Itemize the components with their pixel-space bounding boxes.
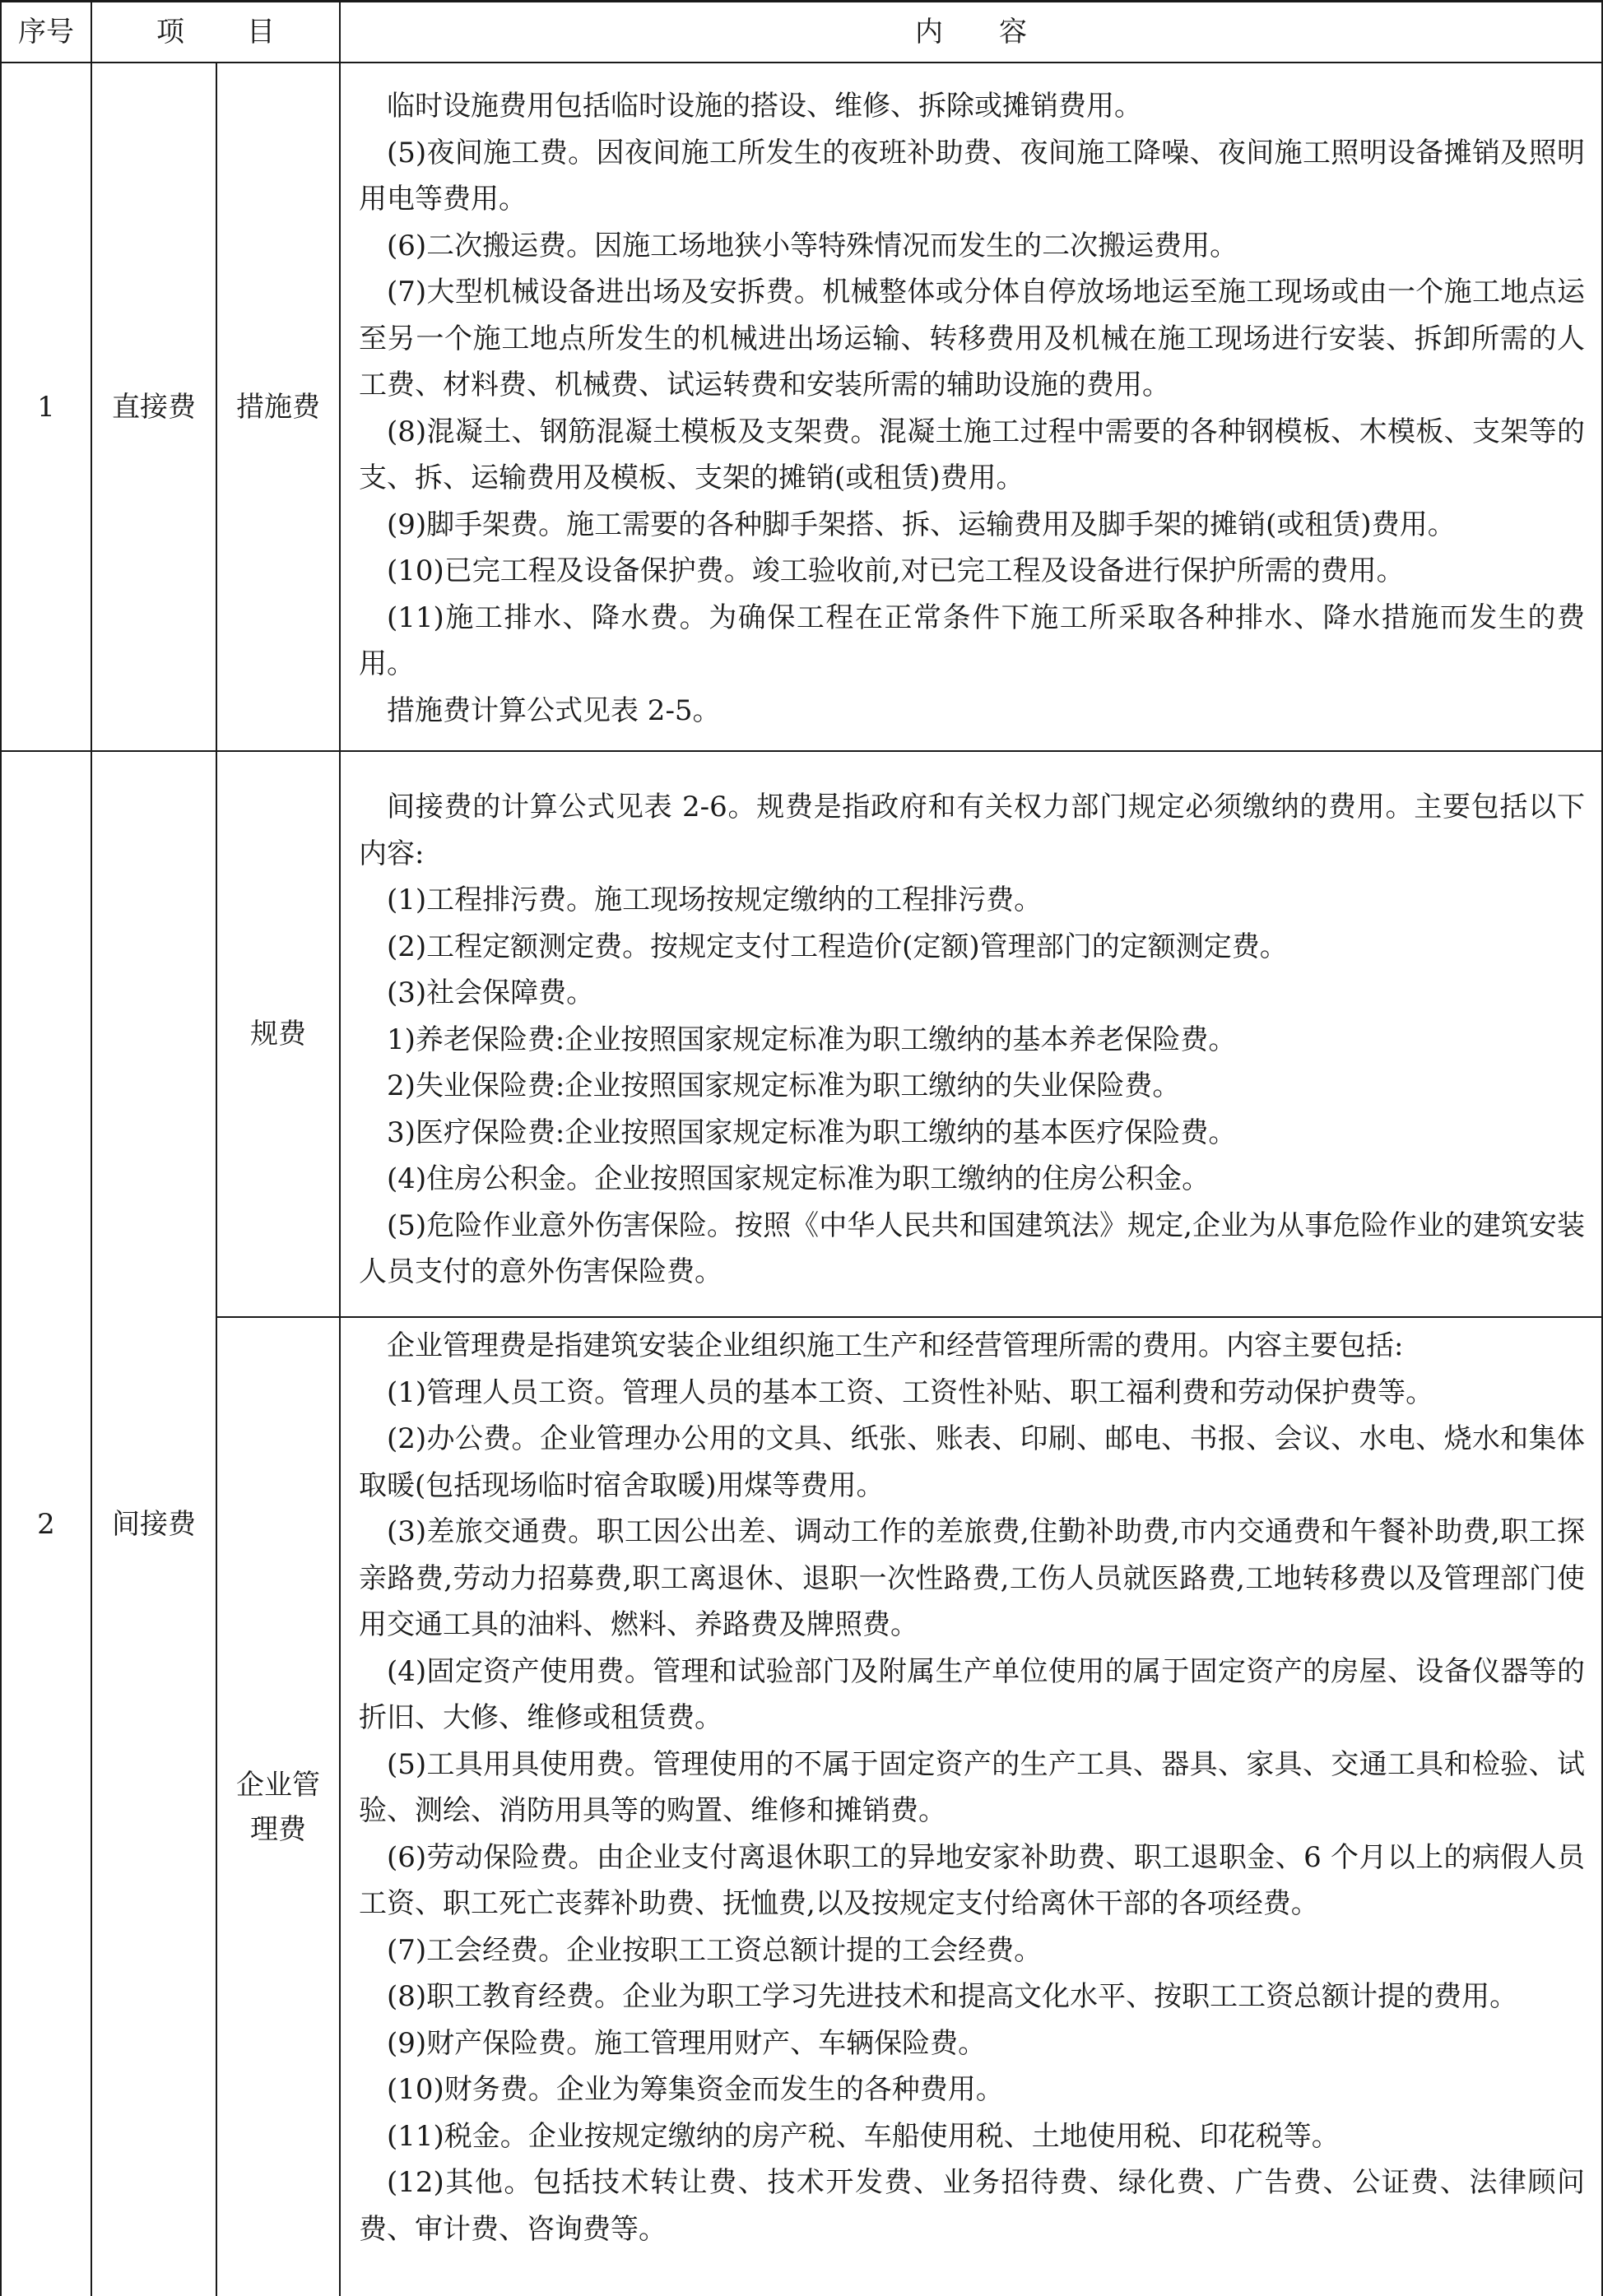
- row-2b-item-label-line-2: 理费: [250, 1812, 306, 1846]
- content-paragraph: (7)大型机械设备进出场及安拆费。机械整体或分体自停放场地运至施工现场或由一个施工地点运至另一个施工地点所发生的机械进出场运输、转移费用及机械在施工现场进行安装、拆卸所需的人工费、材料费、机械费、试运转费和安装所需的辅助设施的费用。: [359, 276, 1585, 401]
- header-seq-label: 序号: [18, 16, 74, 49]
- row-2-category-label: 间接费: [112, 1507, 196, 1541]
- content-paragraph: (1)管理人员工资。管理人员的基本工资、工资性补贴、职工福利费和劳动保护费等。: [387, 1375, 1434, 1409]
- content-paragraph: (10)已完工程及设备保护费。竣工验收前,对已完工程及设备进行保护所需的费用。: [387, 554, 1405, 587]
- content-paragraph: (6)劳动保险费。由企业支付离退休职工的异地安家补助费、职工退职金、6 个月以上的病假人员工资、职工死亡丧葬补助费、抚恤费,以及按规定支付给离休干部的各项经费。: [359, 1840, 1585, 1920]
- content-paragraph: (9)脚手架费。施工需要的各种脚手架搭、拆、运输费用及脚手架的摊销(或租赁)费用。: [387, 508, 1456, 541]
- row-2b-item-label-line-1: 企业管: [236, 1768, 320, 1802]
- content-paragraph: (12)其他。包括技术转让费、技术开发费、业务招待费、绿化费、广告费、公证费、法律顾问费、审计费、咨询费等。: [359, 2166, 1585, 2246]
- content-paragraph: (5)工具用具使用费。管理使用的不属于固定资产的生产工具、器具、家具、交通工具和检验、试验、测绘、消防用具等的购置、维修和摊销费。: [359, 1747, 1585, 1827]
- content-paragraph: (2)办公费。企业管理办公用的文具、纸张、账表、印刷、邮电、书报、会议、水电、烧水和集体取暖(包括现场临时宿舍取暖)用煤等费用。: [359, 1422, 1585, 1502]
- row-2-category: [92, 752, 216, 2296]
- content-paragraph: (2)工程定额测定费。按规定支付工程造价(定额)管理部门的定额测定费。: [387, 930, 1288, 963]
- content-paragraph: (4)住房公积金。企业按照国家规定标准为职工缴纳的住房公积金。: [387, 1162, 1210, 1195]
- content-paragraph: 1)养老保险费:企业按照国家规定标准为职工缴纳的基本养老保险费。: [387, 1023, 1237, 1056]
- row-1-item-label: 措施费: [236, 390, 320, 424]
- content-paragraph: (9)财产保险费。施工管理用财产、车辆保险费。: [387, 2026, 987, 2060]
- row-2a-item: [217, 752, 339, 1316]
- content-paragraph: (5)危险作业意外伤害保险。按照《中华人民共和国建筑法》规定,企业为从事危险作业的建筑安装人员支付的意外伤害保险费。: [359, 1208, 1585, 1288]
- header-content-char-1: 内: [915, 16, 943, 49]
- content-paragraph: (7)工会经费。企业按职工工资总额计提的工会经费。: [387, 1933, 1043, 1967]
- row-1-item: [217, 63, 339, 750]
- row-1-category-label: 直接费: [112, 390, 196, 424]
- header-item: [92, 2, 339, 62]
- row-2b-content: [359, 1323, 1585, 2252]
- header-seq: [2, 2, 91, 62]
- row-1-content: [359, 83, 1585, 734]
- content-paragraph: (3)差旅交通费。职工因公出差、调动工作的差旅费,住勤补助费,市内交通费和午餐补助费,职工探亲路费,劳动力招募费,职工离退休、退职一次性路费,工伤人员就医路费,工地转移费以及管理部门使用交通工具的油料、燃料、养路费及牌照费。: [359, 1515, 1585, 1641]
- content-paragraph: 2)失业保险费:企业按照国家规定标准为职工缴纳的失业保险费。: [387, 1069, 1181, 1102]
- content-paragraph: 措施费计算公式见表 2-5。: [387, 693, 721, 727]
- content-paragraph: (8)混凝土、钢筋混凝土模板及支架费。混凝土施工过程中需要的各种钢模板、木模板、支架等的支、拆、运输费用及模板、支架的摊销(或租赁)费用。: [359, 415, 1585, 494]
- content-paragraph: (3)社会保障费。: [387, 976, 595, 1009]
- col-border-item: [339, 0, 341, 2296]
- content-paragraph: (1)工程排污费。施工现场按规定缴纳的工程排污费。: [387, 884, 1043, 916]
- content-paragraph: 临时设施费用包括临时设施的搭设、维修、拆除或摊销费用。: [387, 90, 1142, 123]
- content-paragraph: (11)施工排水、降水费。为确保工程在正常条件下施工所采取各种排水、降水措施而发生的费用。: [359, 601, 1585, 680]
- content-paragraph: (11)税金。企业按规定缴纳的房产税、车船使用税、土地使用税、印花税等。: [387, 2119, 1340, 2153]
- content-paragraph: (4)固定资产使用费。管理和试验部门及附属生产单位使用的属于固定资产的房屋、设备仪器等的折旧、大修、维修或租赁费。: [359, 1654, 1585, 1734]
- content-paragraph: 3)医疗保险费:企业按照国家规定标准为职工缴纳的基本医疗保险费。: [387, 1116, 1237, 1149]
- header-content-char-2: 容: [999, 16, 1027, 49]
- content-paragraph: (6)二次搬运费。因施工场地狭小等特殊情况而发生的二次搬运费用。: [387, 229, 1238, 262]
- row-1-seq: [2, 63, 91, 750]
- sub-row-divider: [216, 1316, 1603, 1318]
- content-paragraph: 间接费的计算公式见表 2-6。规费是指政府和有关权力部门规定必须缴纳的费用。主要包括以下内容:: [359, 791, 1585, 870]
- header-content: [341, 2, 1601, 62]
- row-1-seq-value: 1: [37, 390, 55, 424]
- row-2a-item-label: 规费: [250, 1018, 306, 1051]
- row-2a-content: [359, 784, 1585, 1296]
- content-paragraph: (10)财务费。企业为筹集资金而发生的各种费用。: [387, 2073, 1004, 2106]
- content-paragraph: (5)夜间施工费。因夜间施工所发生的夜班补助费、夜间施工降噪、夜间施工照明设备摊销及照明用电等费用。: [359, 136, 1585, 216]
- header-item-char-1: 项: [156, 16, 184, 49]
- row-2b-item: [217, 1318, 339, 2296]
- content-paragraph: (8)职工教育经费。企业为职工学习先进技术和提高文化水平、按职工工资总额计提的费用。: [387, 1980, 1518, 2013]
- header-item-char-2: 目: [247, 16, 275, 49]
- row-1-category: [92, 63, 216, 750]
- content-paragraph: 企业管理费是指建筑安装企业组织施工生产和经营管理所需的费用。内容主要包括:: [387, 1329, 1404, 1362]
- row-2-seq-value: 2: [37, 1507, 55, 1541]
- row-2-seq: [2, 752, 91, 2296]
